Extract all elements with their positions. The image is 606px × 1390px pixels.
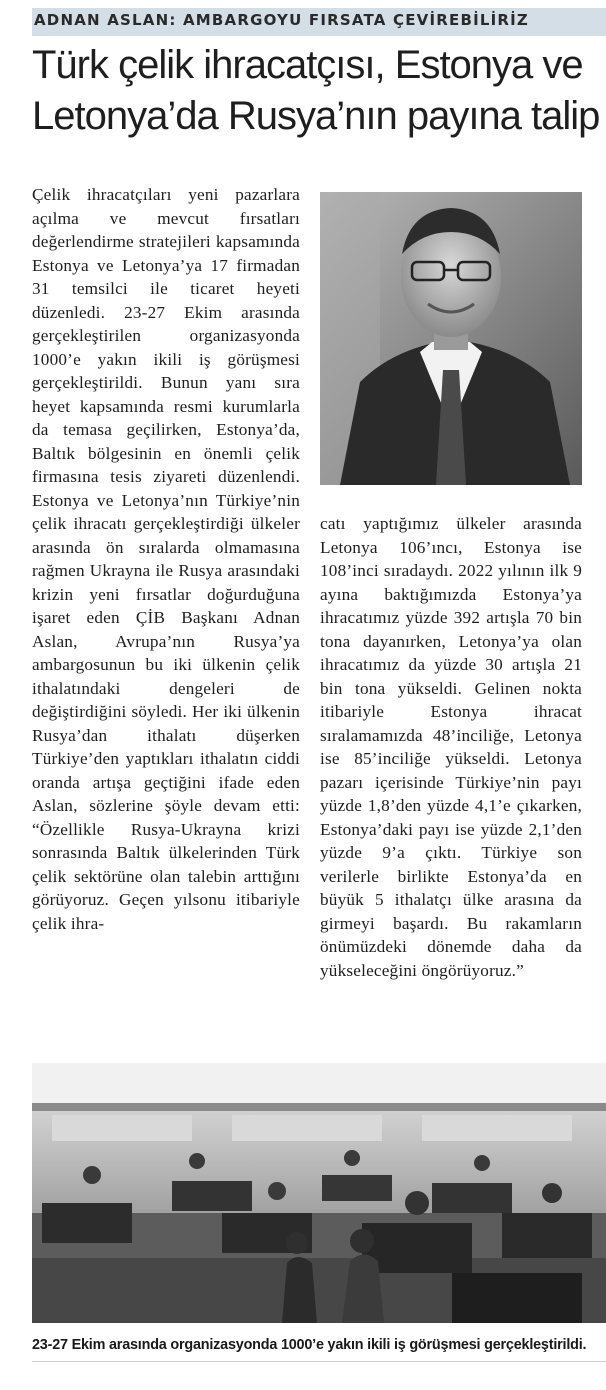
body-column-1: Çelik ihracatçıları yeni pazarlara açılma ve mevcut fırsatları değerlendirme stratejileri kapsamında Estonya ve Letonya’ya 17 firmadan 31 temsilci ile ticaret heyeti düzenledi. 23-27 Ekim arasında gerçekleştirilen organizasyonda 1000’e yakın ikili iş görüşmesi gerçekleştirildi. Bunun yanı sıra heyet kapsamında resmi kurumlarla da temasa geçilirken, Estonya’da, Baltık bölgesinin en önemli çelik firmasına tesis ziyareti düzenlendi. Estonya ve Letonya’nın Türkiye’nin çelik ihracatı gerçekleştirdiği ülkeler arasında ön sıralarda olmamasına rağmen Ukrayna ile Rusya arasındaki krizin yeni fırsatlar doğurduğuna işaret eden ÇİB Başkanı Adnan Aslan, Avrupa’nın Rusya’ya ambargosunun bu iki ülkenin çelik ithalatındaki dengeleri de değiştirdiğini söyledi. Her iki ülkenin Rusya’dan ithalatı düşerken Türkiye’den yaptıkları ithalatın ciddi oranda artışa geçtiğini ifade eden Aslan, sözlerine şöyle devam etti: “Özellikle Rusya-Ukrayna krizi sonrasında Baltık ülkelerinden Türk çelik sektörüne olan talebin arttığını görüyoruz. Geçen yılsonu itibariyle çelik ihra-: [32, 185, 300, 933]
kicker-band: [32, 8, 606, 36]
headline: Türk çelik ihracatçısı, Estonya ve Letonya’da Rusya’nın payına talip: [32, 43, 600, 138]
meeting-photo: [32, 1063, 606, 1323]
body-column-2: catı yaptığımız ülkeler arasında Letonya 106’ıncı, Estonya ise 108’inci sıradaydı. 2022 yılının ilk 9 ayına baktığımızda Estonya’ya ihracatımız yüzde 392 artışla 70 bin tona dayanırken, Letonya’ya olan ihracatımız da yüzde 30 artışla 21 bin tona yükseldi. Gelinen nokta itibariyle Estonya ihracat sıralamamızda 48’inciliğe, Letonya ise 85’inciliğe yükseldi. Letonya pazarı içerisinde Türkiye’nin payı yüzde 1,8’den yüzde 4,1’e çıkarken, Estonya’daki payı ise yüzde 2,1’den yüzde 9’a çıktı. Türkiye son verilerle birlikte Estonya’da en büyük 5 ithalatçı ülke arasına da girmeyi başardı. Bu rakamların önümüzdeki dönemde daha da yükseleceğini öngörüyoruz.”: [320, 514, 582, 980]
bottom-rule: [32, 1361, 606, 1362]
portrait-photo: [320, 192, 582, 485]
kicker-text: ADNAN ASLAN: AMBARGOYU FIRSATA ÇEVİREBİLİRİZ: [34, 11, 529, 29]
photo-caption: 23-27 Ekim arasında organizasyonda 1000’e yakın ikili iş görüşmesi gerçekleştirildi.: [32, 1337, 587, 1353]
